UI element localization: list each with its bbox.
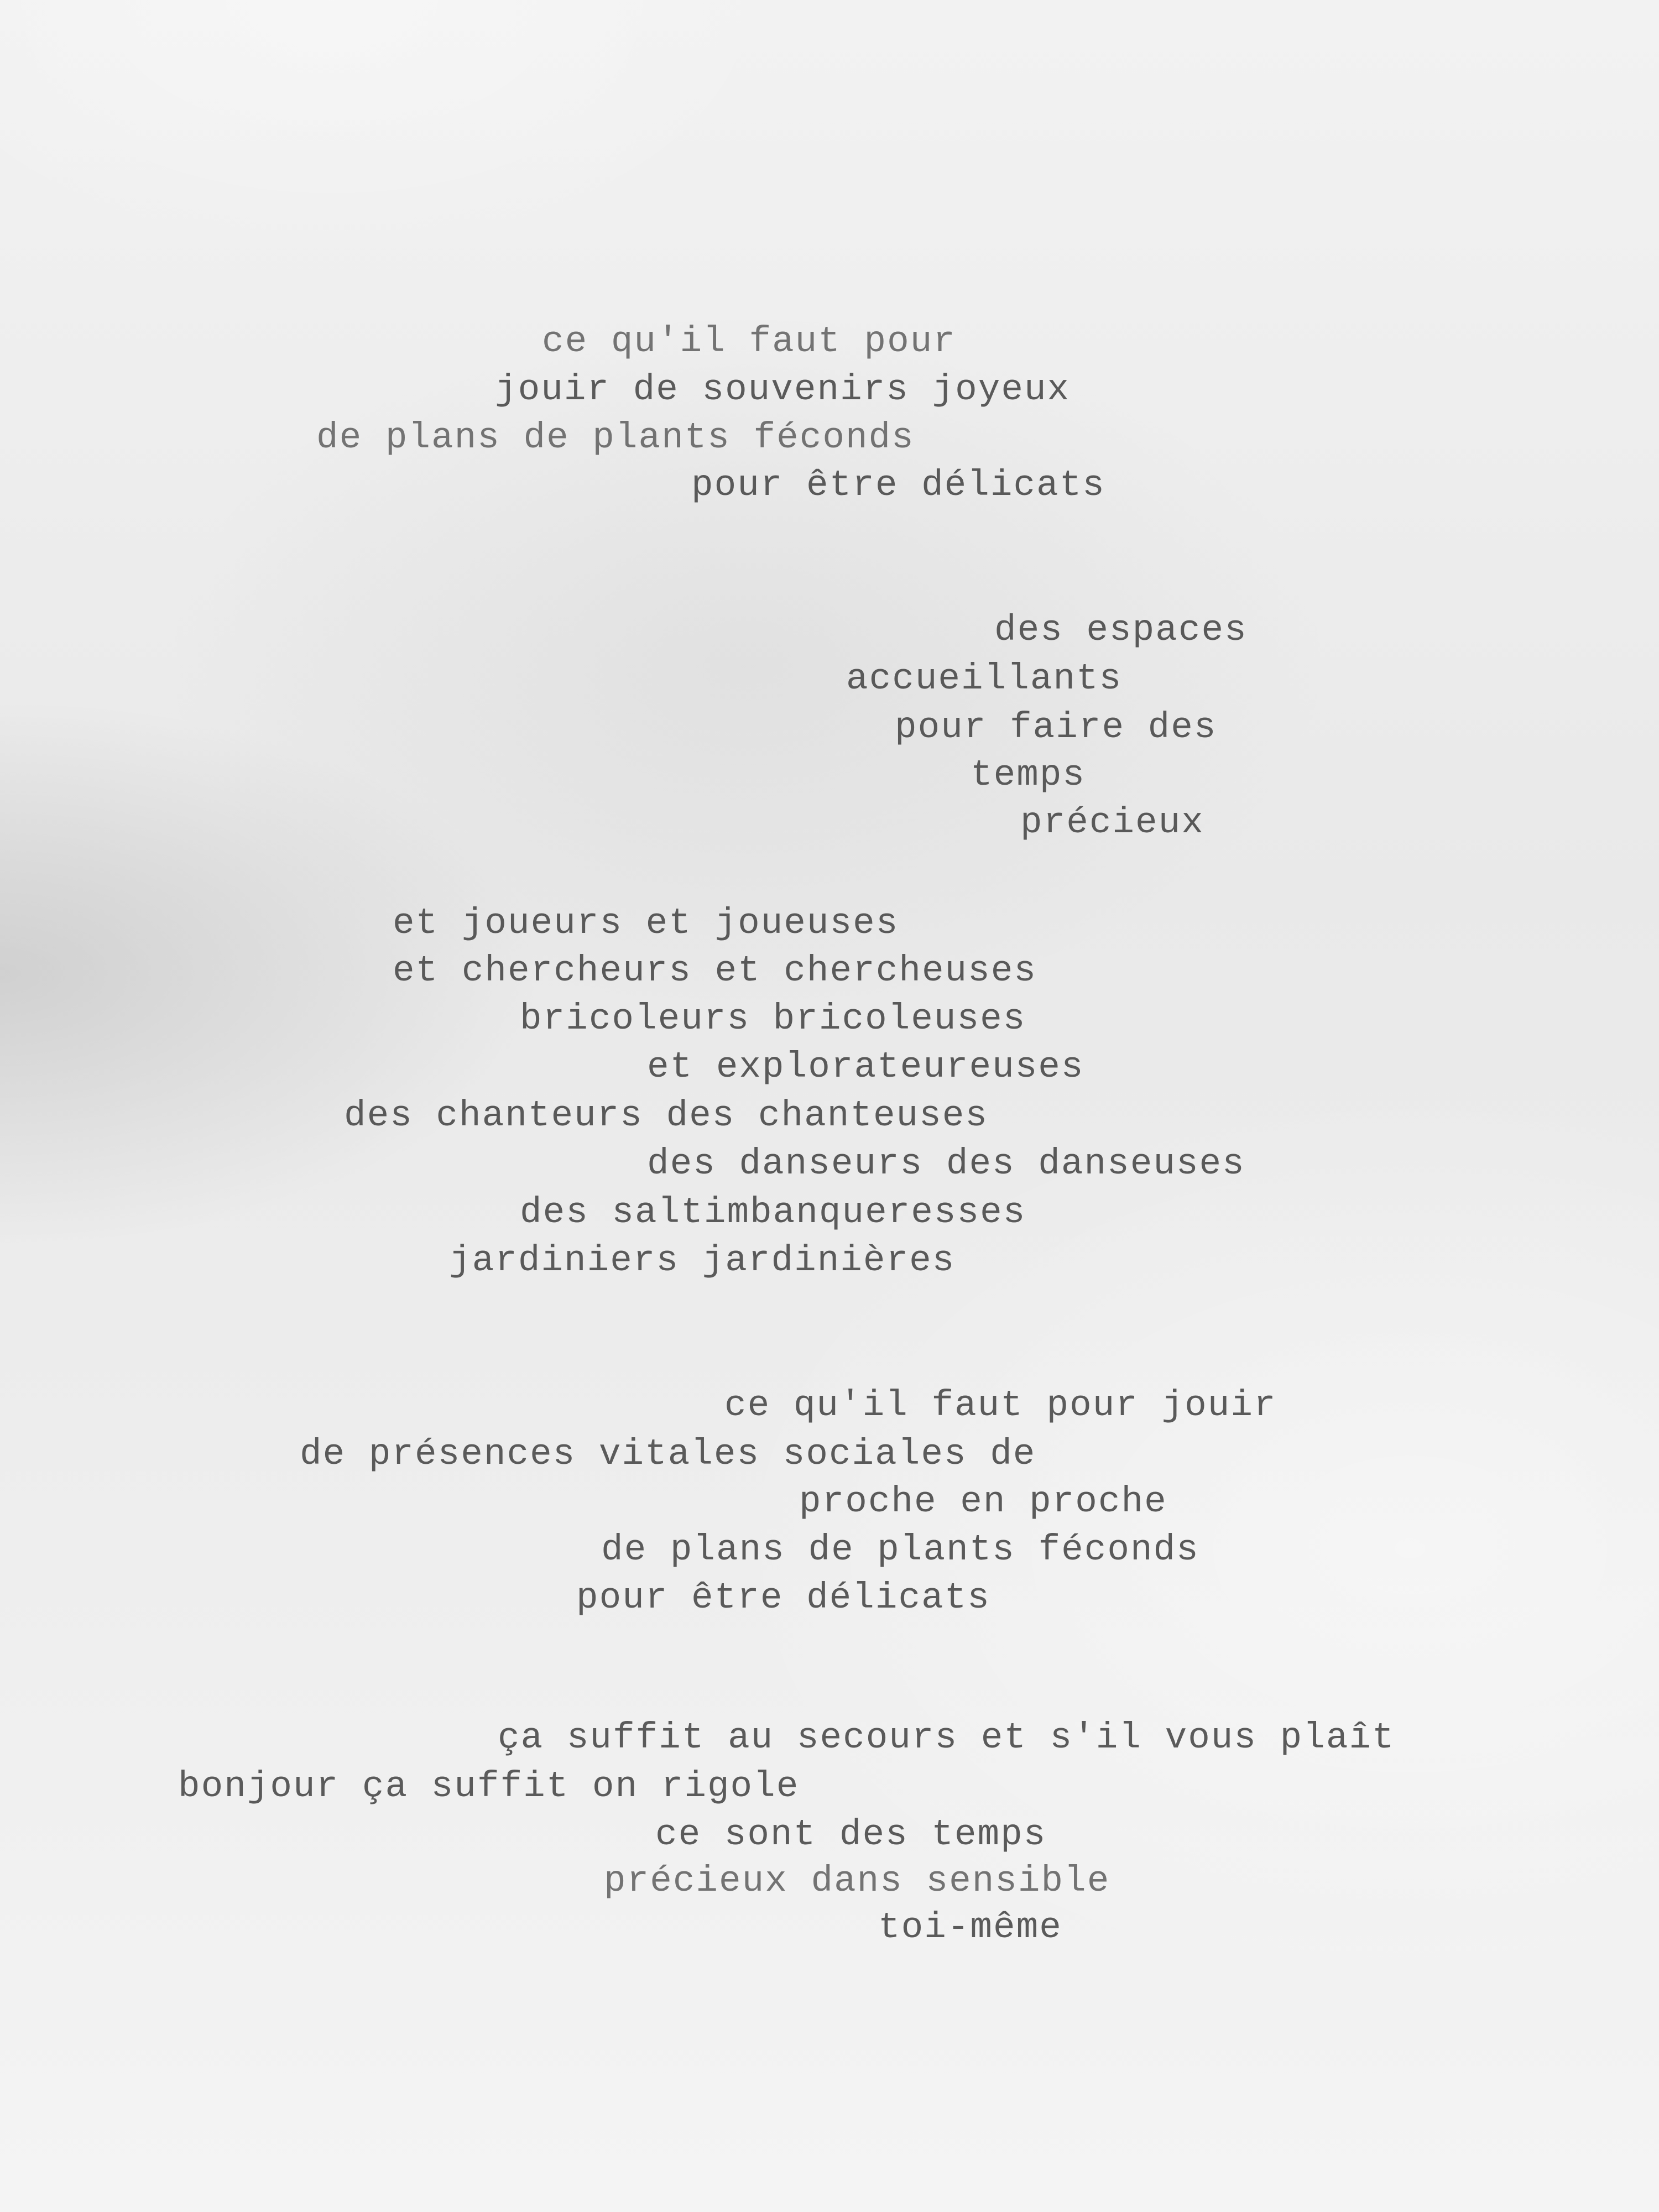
poem-line: des chanteurs des chanteuses [344, 1095, 988, 1136]
poem-line: de plans de plants féconds [316, 417, 915, 458]
poem-line: ça suffit au secours et s'il vous plaît [498, 1717, 1395, 1759]
poem-line: accueillants [846, 658, 1123, 700]
poem-line: ce qu'il faut pour [542, 321, 956, 362]
poem-line: et joueurs et joueuses [393, 902, 899, 944]
poem-line: bonjour ça suffit on rigole [178, 1766, 800, 1807]
poem-line: pour être délicats [691, 465, 1105, 506]
poem-line: ce qu'il faut pour jouir [724, 1385, 1277, 1426]
poem-line: toi-même [878, 1907, 1062, 1948]
poem-line: proche en proche [799, 1481, 1167, 1522]
poem-line: jouir de souvenirs joyeux [495, 369, 1071, 410]
poem-line: bricoleurs bricoleuses [520, 998, 1026, 1040]
poem-line: jardiniers jardinières [449, 1240, 956, 1281]
poem-line: de plans de plants féconds [601, 1529, 1199, 1571]
poem-line: pour faire des [895, 707, 1217, 748]
poem-line: des espaces [994, 609, 1248, 651]
poem-line: des danseurs des danseuses [647, 1143, 1245, 1185]
poem-line: et explorateureuses [647, 1046, 1084, 1088]
poem-line: ce sont des temps [655, 1814, 1047, 1855]
poem-line: précieux dans sensible [604, 1860, 1110, 1902]
poem-line: des saltimbanqueresses [520, 1192, 1026, 1233]
poem-line: de présences vitales sociales de [300, 1433, 1036, 1475]
poem-line: temps [971, 754, 1086, 796]
poem-line: et chercheurs et chercheuses [393, 950, 1037, 992]
poem-line: précieux [1020, 802, 1204, 843]
poem-line: pour être délicats [576, 1577, 990, 1619]
